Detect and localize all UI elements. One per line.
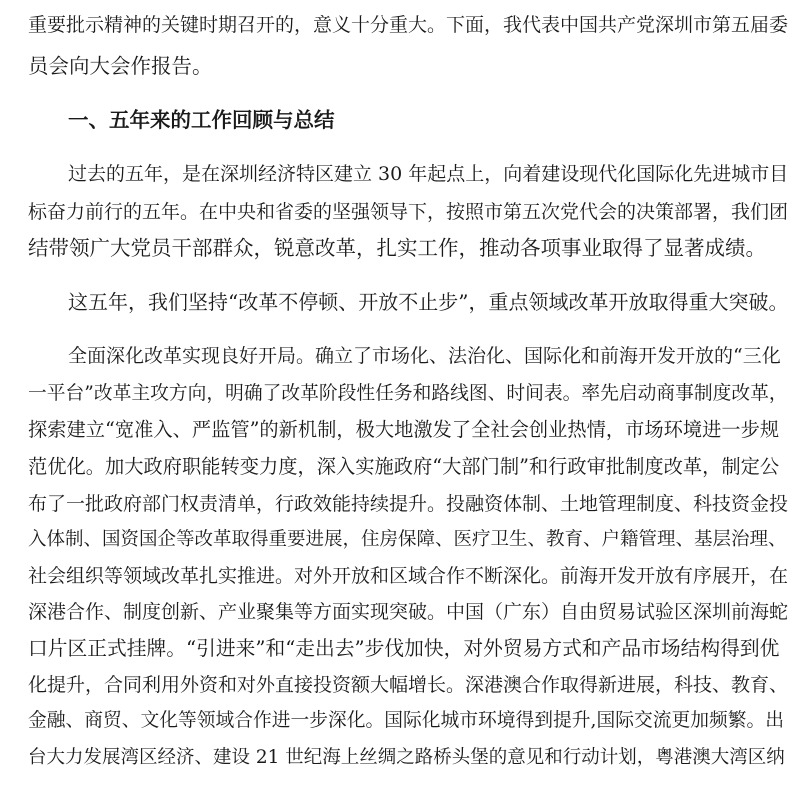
para1-line-3: 结带领广大党员干部群众，锐意改革，扎实工作，推动各项事业取得了显著成绩。	[28, 236, 766, 260]
para3-line-4: 范优化。加大政府职能转变力度，深入实施政府“大部门制”和行政审批制度改革，制定公	[28, 455, 780, 478]
para3-line-12: 台大力发展湾区经济、建设 21 世纪海上丝绸之路桥头堡的意见和行动计划，粤港澳大湾区纳	[28, 747, 785, 768]
intro-line-2: 员会向大会作报告。	[28, 54, 213, 78]
para1-line-2: 标奋力前行的五年。在中央和省委的坚强领导下，按照市第五次党代会的决策部署，我们团	[28, 201, 789, 223]
intro-line-1: 重要批示精神的关键时期召开的，意义十分重大。下面，我代表中国共产党深圳市第五届委	[28, 14, 789, 36]
para3-line-8: 深港合作、制度创新、产业聚集等方面实现突破。中国（广东）自由贸易试验区深圳前海蛇	[28, 601, 789, 623]
para3-line-6: 入体制、国资国企等改革取得重要进展，住房保障、医疗卫生、教育、户籍管理、基层治理、	[28, 529, 787, 550]
para3-line-9: 口片区正式挂牌。“引进来”和“走出去”步伐加快，对外贸易方式和产品市场结构得到优	[28, 637, 780, 660]
para3-line-10: 化提升，合同利用外资和对外直接投资额大幅增长。深港澳合作取得新进展，科技、教育、	[28, 674, 789, 696]
para3-line-3: 探索建立“宽准入、严监管”的新机制，极大地激发了全社会创业热情，市场环境进一步规	[28, 418, 780, 441]
para3-line-2: 一平台”改革主攻方向，明确了改革阶段性任务和路线图、时间表。率先启动商事制度改革，	[28, 383, 788, 404]
para2-line-1: 这五年，我们坚持“改革不停顿、开放不止步”，重点领域改革开放取得重大突破。	[68, 290, 789, 314]
section-heading: 一、五年来的工作回顾与总结	[68, 108, 335, 132]
para3-line-1: 全面深化改革实现良好开局。确立了市场化、法治化、国际化和前海开发开放的“三化	[68, 345, 781, 367]
para1-line-1: 过去的五年，是在深圳经济特区建立 30 年起点上，向着建设现代化国际化先进城市目	[68, 163, 789, 185]
para3-line-11: 金融、商贸、文化等领域合作进一步深化。国际化城市环境得到提升,国际交流更加频繁。出	[28, 710, 784, 731]
para3-line-5: 布了一批政府部门权责清单，行政效能持续提升。投融资体制、土地管理制度、科技资金投	[28, 493, 789, 515]
para3-line-7: 社会组织等领域改革扎实推进。对外开放和区域合作不断深化。前海开发开放有序展开，在	[28, 565, 789, 587]
